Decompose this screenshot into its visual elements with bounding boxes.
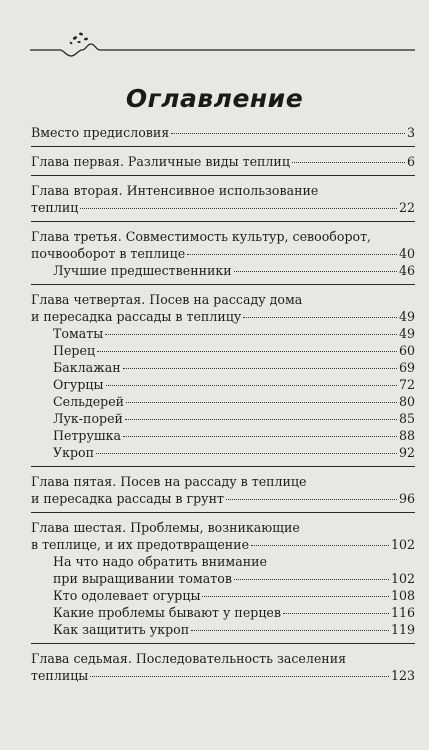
toc-page-number: 46	[398, 263, 415, 278]
toc-entry-title: Петрушка	[53, 428, 121, 443]
toc-entry-title: Глава первая. Различные виды теплиц	[31, 154, 290, 169]
toc-entry-title: теплиц	[31, 200, 79, 215]
dot-leader	[243, 317, 397, 318]
toc-page-number: 3	[406, 125, 415, 140]
toc-entry-title: Укроп	[53, 445, 95, 460]
toc-page-number: 85	[398, 411, 415, 426]
toc-page-number: 96	[398, 491, 415, 506]
dot-leader	[125, 419, 397, 420]
toc-entry[interactable]	[31, 359, 415, 376]
dot-leader	[106, 385, 397, 386]
dot-leader	[283, 613, 389, 614]
dot-leader	[97, 351, 397, 352]
toc-entry[interactable]	[31, 376, 415, 393]
dot-leader	[171, 133, 405, 134]
toc-page-number: 123	[390, 668, 415, 683]
dot-leader	[105, 334, 397, 335]
toc-entry-title: Глава седьмая. Последовательность заселения	[31, 651, 347, 666]
toc-page-number: 49	[398, 326, 415, 341]
toc-page-number: 40	[398, 246, 415, 261]
toc-entry-title: Лучшие предшественники	[53, 263, 232, 278]
dot-leader	[226, 499, 397, 500]
dot-leader	[80, 208, 397, 209]
toc-entry-title: Глава вторая. Интенсивное использование	[31, 183, 319, 198]
toc-entry-title: в теплице, и их предотвращение	[31, 537, 250, 552]
dot-leader	[123, 368, 397, 369]
toc-entry[interactable]	[31, 473, 415, 507]
toc-entry[interactable]	[31, 325, 415, 342]
toc-page-number: 92	[398, 445, 415, 460]
toc-page-number: 119	[390, 622, 415, 637]
dot-leader	[187, 254, 397, 255]
toc-entry[interactable]	[31, 410, 415, 427]
toc-page-number: 102	[390, 571, 415, 586]
toc-entry[interactable]	[31, 604, 415, 621]
toc-entry[interactable]	[31, 153, 415, 170]
page-title: Оглавление	[125, 84, 304, 113]
toc-entry[interactable]	[31, 519, 415, 553]
toc-entry[interactable]	[31, 553, 415, 587]
toc-entry[interactable]	[31, 587, 415, 604]
toc-page-number: 6	[406, 154, 415, 169]
toc-entry-title: Томаты	[53, 326, 104, 341]
section-divider	[31, 512, 415, 513]
dot-leader	[234, 579, 389, 580]
toc-entry[interactable]	[31, 444, 415, 461]
dot-leader	[251, 545, 389, 546]
toc-page-number: 88	[398, 428, 415, 443]
toc-entry-title: Какие проблемы бывают у перцев	[53, 605, 281, 620]
toc-entry-title: Как защитить укроп	[53, 622, 190, 637]
section-divider	[31, 221, 415, 222]
toc-page-number: 60	[398, 343, 415, 358]
toc-entry[interactable]	[31, 650, 415, 684]
toc-entry-title: и пересадка рассады в теплицу	[31, 309, 242, 324]
toc-entry[interactable]	[31, 342, 415, 359]
toc-entry-title: почвооборот в теплице	[31, 246, 186, 261]
toc-page-number: 22	[398, 200, 415, 215]
section-divider	[31, 175, 415, 176]
table-of-contents	[31, 124, 415, 684]
toc-page-number: 102	[390, 537, 415, 552]
toc-entry-title: и пересадка рассады в грунт	[31, 491, 224, 506]
section-divider	[31, 643, 415, 644]
dot-leader	[191, 630, 389, 631]
toc-entry[interactable]	[31, 182, 415, 216]
header-ornament	[30, 30, 415, 70]
toc-page-number: 108	[390, 588, 415, 603]
toc-entry-title: Баклажан	[53, 360, 121, 375]
toc-page-number: 69	[398, 360, 415, 375]
toc-entry-title: при выращивании томатов	[53, 571, 232, 586]
dot-leader	[292, 162, 405, 163]
toc-page-number: 72	[398, 377, 415, 392]
toc-page-number: 80	[398, 394, 415, 409]
toc-entry[interactable]	[31, 393, 415, 410]
toc-entry-title: Огурцы	[53, 377, 104, 392]
dot-leader	[90, 676, 389, 677]
toc-entry-title: Глава четвертая. Посев на рассаду дома	[31, 292, 303, 307]
toc-entry-title: Лук-порей	[53, 411, 123, 426]
toc-entry[interactable]	[31, 621, 415, 638]
toc-entry[interactable]	[31, 228, 415, 262]
toc-entry-title: Глава пятая. Посев на рассаду в теплице	[31, 474, 307, 489]
toc-entry-title: Глава шестая. Проблемы, возникающие	[31, 520, 300, 535]
dot-leader	[234, 271, 397, 272]
toc-entry-title: Кто одолевает огурцы	[53, 588, 201, 603]
toc-entry-title: На что надо обратить внимание	[53, 554, 267, 569]
toc-entry[interactable]	[31, 262, 415, 279]
toc-entry[interactable]	[31, 291, 415, 325]
section-divider	[31, 466, 415, 467]
section-divider	[31, 146, 415, 147]
toc-entry-title: Сельдерей	[53, 394, 125, 409]
toc-entry-title: теплицы	[31, 668, 89, 683]
dot-leader	[123, 436, 397, 437]
toc-entry-title: Перец	[53, 343, 96, 358]
dot-leader	[126, 402, 397, 403]
toc-entry-title: Глава третья. Совместимость культур, севооборот,	[31, 229, 372, 244]
toc-entry-title: Вместо предисловия	[31, 125, 170, 140]
toc-entry[interactable]	[31, 124, 415, 141]
toc-page-number: 49	[398, 309, 415, 324]
dot-leader	[202, 596, 388, 597]
section-divider	[31, 284, 415, 285]
dot-leader	[96, 453, 397, 454]
toc-entry[interactable]	[31, 427, 415, 444]
toc-page-number: 116	[390, 605, 415, 620]
